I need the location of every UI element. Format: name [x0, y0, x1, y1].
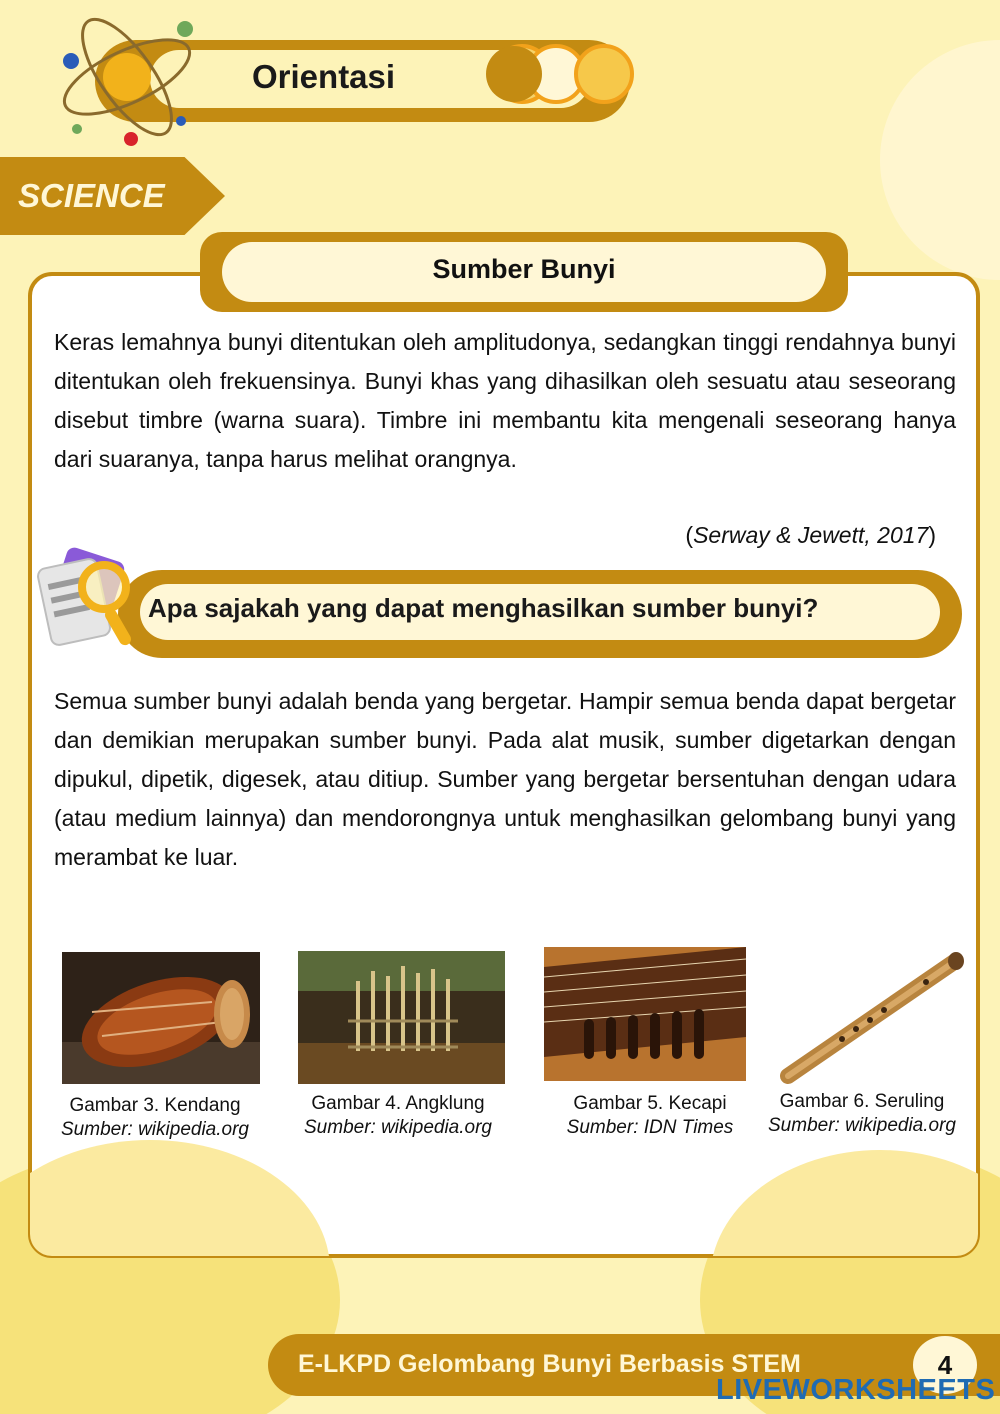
figure-caption-seruling: [752, 1090, 972, 1138]
paragraph-amplitude: Keras lemahnya bunyi ditentukan oleh amplitudonya, sedangkan tinggi rendahnya bunyi ditentukan oleh frekuensinya. Bunyi khas yang dihasilkan oleh sesuatu atau seseorang disebut timbre (warna suara). Timbre ini membantu kita mengenali seseorang hanya dari suaranya, tanpa harus melihat orangnya.: [54, 329, 956, 472]
decorative-circles-icon: [484, 44, 639, 108]
card-title: Sumber Bunyi: [432, 254, 616, 284]
section-tag-label: SCIENCE: [18, 177, 165, 214]
figure-title: Gambar 5. Kecapi: [573, 1093, 727, 1114]
figure-source: Sumber: wikipedia.org: [61, 1119, 249, 1140]
figure-title: Gambar 4. Angklung: [311, 1093, 485, 1114]
citation: [685, 522, 936, 549]
question-text: Apa sajakah yang dapat menghasilkan sumber bunyi?: [148, 593, 819, 623]
figure-caption-angklung: [286, 1092, 510, 1140]
citation-open: (: [685, 522, 694, 548]
atom-icon: [55, 15, 205, 150]
figure-title: Gambar 3. Kendang: [69, 1095, 241, 1116]
page-number: 4: [937, 1350, 953, 1380]
document-search-icon: [26, 545, 146, 665]
watermark: LIVEWORKSHEETS: [716, 1374, 996, 1406]
kendang-image: [62, 952, 260, 1084]
citation-close: ): [928, 522, 936, 548]
angklung-image: [298, 951, 505, 1084]
figure-caption-kecapi: [540, 1092, 760, 1140]
kecapi-image: [544, 947, 746, 1081]
figure-source: Sumber: wikipedia.org: [768, 1115, 956, 1136]
figure-title: Gambar 6. Seruling: [779, 1091, 945, 1112]
citation-text: Serway & Jewett, 2017: [693, 522, 929, 548]
figure-source: Sumber: IDN Times: [566, 1117, 734, 1138]
seruling-image: [776, 948, 966, 1088]
figure-caption-kendang: [45, 1094, 265, 1142]
paragraph-sound-source: Semua sumber bunyi adalah benda yang bergetar. Hampir semua benda dapat bergetar dan demikian merupakan sumber bunyi. Pada alat musik, sumber digetarkan dengan dipukul, dipetik, digesek, atau ditiup. Sumber yang bergetar bersentuhan dengan udara (atau medium lainnya) dan mendorongnya untuk menghasilkan gelombang bunyi yang merambat ke luar.: [54, 688, 956, 870]
footer-title: E-LKPD Gelombang Bunyi Berbasis STEM: [298, 1350, 801, 1378]
background-blob: [880, 40, 1000, 280]
page-title: Orientasi: [252, 58, 396, 95]
figure-source: Sumber: wikipedia.org: [304, 1117, 492, 1138]
